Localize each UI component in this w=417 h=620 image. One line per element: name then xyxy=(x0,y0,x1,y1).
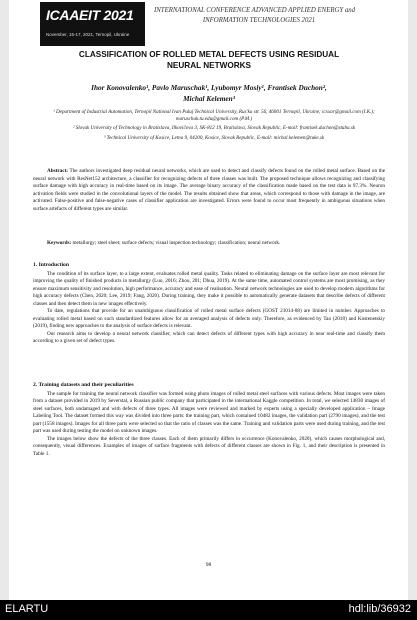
repository-name[interactable]: ELARTU xyxy=(5,603,49,615)
keywords-label: Keywords: xyxy=(47,240,72,246)
paragraph: The images below show the defects of the three classes. Each of them primarily differs in occurrence (Konovalenko, 2020), which causes morphological and, consequently, visual differences. Examples of images of surface fragments with defects of different classes are shown in Fig. 1, and their description is presented in Table 1. xyxy=(33,435,385,457)
affiliations xyxy=(49,109,379,144)
abstract-label: Abstract: xyxy=(47,168,69,174)
paragraph: Our research aims to develop a neural network classifier, which can detect defects of different types with high accuracy in near real-time and classify them according to a given set of defect types. xyxy=(33,330,385,344)
abstract-text: The authors investigated deep residual neural networks, which are used to detect and classify defects found on the rolled metal surface. Based on the neural network with ResNet152 architecture, a classifier for recognizing defects of three classes was built. The proposed technique allows recognizing and classifying surface damage with high accuracy in real-time based on its image. The average binary accuracy of the classification made based on the test data is 97.3%. Neuron activation fields were studied in the convolutional layers of the model. The results obtained show that areas, which correspond to those with damage in the image, are activated. False-positive and false-negative cases of classifier application are investigated. Errors were found to occur most frequently in ambiguous situations when surface artefacts of different types are similar. xyxy=(33,168,386,212)
section-introduction xyxy=(33,262,385,346)
author-list xyxy=(79,82,339,104)
repository-footer xyxy=(0,600,417,620)
authors-line-1: Ihor Konovalenko¹, Pavlo Maruschak¹, Lyubomyr Mosiy¹, Frantisek Duchon², xyxy=(91,83,327,92)
page-number: 98 xyxy=(205,562,212,568)
title-line-1: CLASSIFICATION OF ROLLED METAL DEFECTS USING RESIDUAL xyxy=(78,50,340,59)
abstract xyxy=(33,168,385,213)
authors-line-2: Michal Kelemen³ xyxy=(183,94,235,103)
section-heading: 1. Introduction xyxy=(33,262,69,268)
paragraph: The sample for training the neural network classifier was formed using photo images of rolled metal steel surfaces with various defects. Most images were taken from a dataset provided in 2019 by Severstal, a Russian public company that participated in the international Kaggle competition. In total, we selected 14830 images of steel surfaces, both undamaged and with defects of three types. All images were reviewed and marked by experts using a specially developed application – Image Labeling Tool. The dataset formed this way was divided into three parts: the training part, which contained 10482 images, the validation part (2790 images), and the test part (1558 images). Images for all three parts were selected so that the ratio of classes was the same. Training and validation parts were used during training, and the test part was used during testing the model on unknown images. xyxy=(33,390,385,434)
logo-subtext: November, 15-17, 2021, Ternopil, Ukraine xyxy=(46,32,130,37)
conference-name xyxy=(154,6,404,26)
keywords-text: metallurgy; steel sheet; surface defects; visual inspection technology; classification; neural network. xyxy=(72,240,281,246)
paper-page xyxy=(9,0,408,600)
affiliation-2: ² Slovak University of Technology in Bratislava, Ilkovičova 3, SK-812 19, Bratislava, Slovak Republic, E-mail: frantisek.duchon@stuba.sk xyxy=(72,125,356,132)
paragraph: The condition of its surface layer, to a large extent, evaluates rolled metal quality. Tasks related to eliminating damage on the surface layer are most relevant for improving the quality of finished products in metallurgy (Luo, 2016; Zhou, 201; Dhua, 2019). At the same time, automated control systems are most promising, as they ensure maximum sensitivity and resolution, high performance, accuracy and ease of realisation. Neural network technologies are used to develop modern algorithms for high accuracy defects (Chen, 2020; Lee, 2019; Fang, 2020). During training, they make it possible to automatically generate datasets that describe defects of different classes and then detect them in new images effectively. xyxy=(33,270,385,307)
conference-line-1: INTERNATIONAL CONFERENCE ADVANCED APPLIED ENERGY and xyxy=(154,7,356,14)
affiliation-1: ¹ Department of Industrial Automation, Ternopil National Ivan Puluj Technical University, Rus'ka str. 56, 46001 Ternopil, Ukraine; icxxar@gmail.com (I.K.); maruschak.tu.edu@gmail.com (P.M.) xyxy=(53,109,375,123)
conference-header xyxy=(9,0,408,48)
paper-title xyxy=(54,49,364,71)
conference-line-2: INFORMATION TECHNOLOGIES 2021 xyxy=(202,17,316,24)
affiliation-3: ³ Technical University of Kosice, Letna 9, 04200, Kosice, Slovak Republic, E-mail: michal.kelemen@tuke.sk xyxy=(103,134,325,141)
keywords xyxy=(47,240,397,248)
logo-text: ICAAEIT 2021 xyxy=(46,7,134,23)
section-heading: 2. Training datasets and their peculiarities xyxy=(33,382,134,388)
handle-id[interactable]: hdl:lib/36932 xyxy=(348,603,411,615)
section-training-datasets xyxy=(33,382,385,458)
title-line-2: NEURAL NETWORKS xyxy=(167,61,251,70)
conference-logo xyxy=(40,2,145,46)
paragraph: To date, regulations that provide for an unambiguous classification of rolled metal surface defects (GOST 21014-88) are limited in number. Approaches to evaluating rolled metal based on such standardized features allow for an averaged analysis of defects only. Therefore, as evidenced by Tao (2018) and Kostenetskiy (2019), finding new approaches to the analysis of surface defects is relevant. xyxy=(33,308,385,329)
